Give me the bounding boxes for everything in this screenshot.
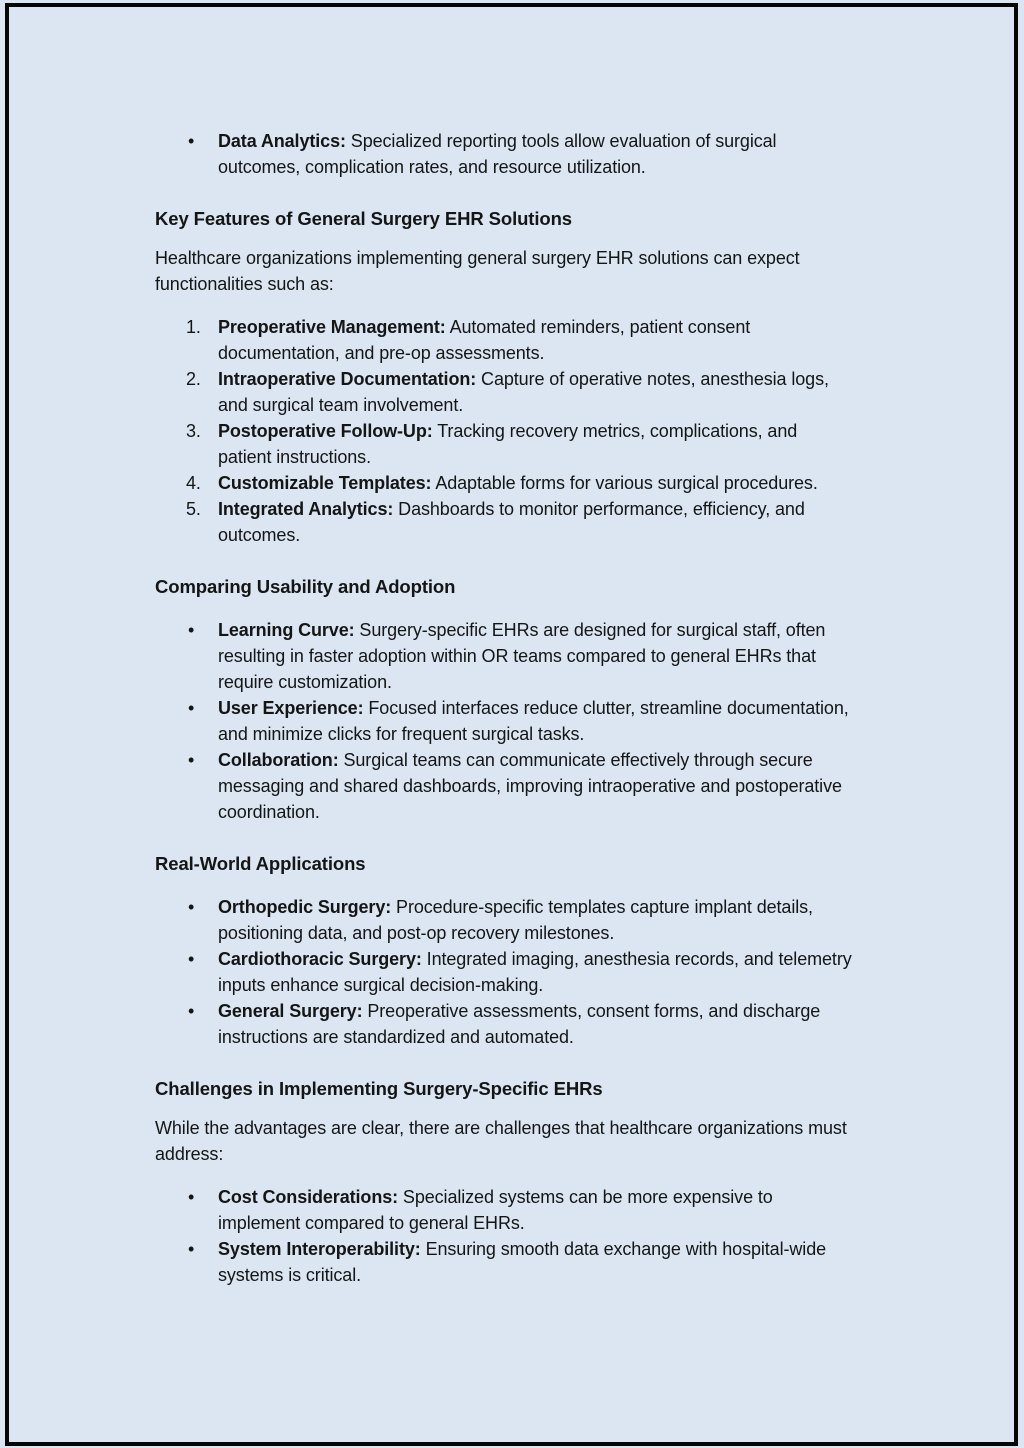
list-item-term: Cost Considerations: <box>218 1187 399 1207</box>
challenges-bullet-list <box>155 1184 855 1288</box>
list-item <box>155 314 855 366</box>
list-item-text: Procedure-specific templates capture implant details, positioning data, and post-op recovery milestones. <box>218 897 813 943</box>
list-item <box>155 998 855 1050</box>
list-item <box>155 894 855 946</box>
key-features-intro-paragraph: Healthcare organizations implementing general surgery EHR solutions can expect functionalities such as: <box>155 248 800 294</box>
list-item-term: Learning Curve: <box>218 620 355 640</box>
list-item-text: Surgery-specific EHRs are designed for surgical staff, often resulting in faster adoption within OR teams compared to general EHRs that require customization. <box>218 620 826 692</box>
list-item-term: Intraoperative Documentation: <box>218 369 477 389</box>
list-item-term: Collaboration: <box>218 750 339 770</box>
section-heading-applications: Real-World Applications <box>155 853 366 874</box>
list-item <box>155 1184 855 1236</box>
list-item-text: Preoperative assessments, consent forms, and discharge instructions are standardized and automated. <box>218 1001 821 1047</box>
list-item-term: Orthopedic Surgery: <box>218 897 392 917</box>
list-item <box>155 470 855 496</box>
list-item-text: Surgical teams can communicate effectively through secure messaging and shared dashboards, improving intraoperative and postoperative coordination. <box>218 750 842 822</box>
list-item <box>155 695 855 747</box>
list-item <box>155 128 855 180</box>
list-item <box>155 418 855 470</box>
list-item-text: Automated reminders, patient consent documentation, and pre-op assessments. <box>218 317 751 363</box>
list-item <box>155 1236 855 1288</box>
list-marker: 2. <box>186 369 201 389</box>
list-item <box>155 366 855 418</box>
document-page <box>155 0 855 1314</box>
intro-bullet-list <box>155 128 855 180</box>
list-item-text: Ensuring smooth data exchange with hospital-wide systems is critical. <box>218 1239 827 1285</box>
list-item-text: Integrated imaging, anesthesia records, and telemetry inputs enhance surgical decision-making. <box>218 949 852 995</box>
applications-bullet-list <box>155 894 855 1050</box>
list-item-term: General Surgery: <box>218 1001 363 1021</box>
usability-bullet-list <box>155 617 855 825</box>
list-marker: 1. <box>186 317 201 337</box>
section-heading-key-features: Key Features of General Surgery EHR Solutions <box>155 208 572 229</box>
list-item-text: Specialized reporting tools allow evaluation of surgical outcomes, complication rates, and resource utilization. <box>218 131 777 177</box>
key-features-numbered-list <box>155 314 855 548</box>
list-marker: 5. <box>186 499 201 519</box>
list-item-term: Customizable Templates: <box>218 473 432 493</box>
list-item-text: Adaptable forms for various surgical procedures. <box>431 473 818 493</box>
list-item-term: Data Analytics: <box>218 131 346 151</box>
list-item-text: Dashboards to monitor performance, efficiency, and outcomes. <box>218 499 805 545</box>
section-heading-challenges: Challenges in Implementing Surgery-Specific EHRs <box>155 1078 603 1099</box>
list-marker: 3. <box>186 421 201 441</box>
list-item <box>155 617 855 695</box>
list-item-term: Integrated Analytics: <box>218 499 394 519</box>
list-item-text: Tracking recovery metrics, complications, and patient instructions. <box>218 421 798 467</box>
list-item <box>155 946 855 998</box>
list-item-text: Specialized systems can be more expensive to implement compared to general EHRs. <box>218 1187 773 1233</box>
list-item-term: User Experience: <box>218 698 364 718</box>
list-item-term: Preoperative Management: <box>218 317 446 337</box>
list-item-term: Cardiothoracic Surgery: <box>218 949 422 969</box>
list-item <box>155 496 855 548</box>
list-item-text: Focused interfaces reduce clutter, streamline documentation, and minimize clicks for frequent surgical tasks. <box>218 698 849 744</box>
list-item-term: System Interoperability: <box>218 1239 421 1259</box>
section-heading-usability: Comparing Usability and Adoption <box>155 576 456 597</box>
list-item-term: Postoperative Follow-Up: <box>218 421 433 441</box>
list-item-text: Capture of operative notes, anesthesia logs, and surgical team involvement. <box>218 369 829 415</box>
list-item <box>155 747 855 825</box>
challenges-intro-paragraph: While the advantages are clear, there are challenges that healthcare organizations must address: <box>155 1118 847 1164</box>
list-marker: 4. <box>186 473 201 493</box>
